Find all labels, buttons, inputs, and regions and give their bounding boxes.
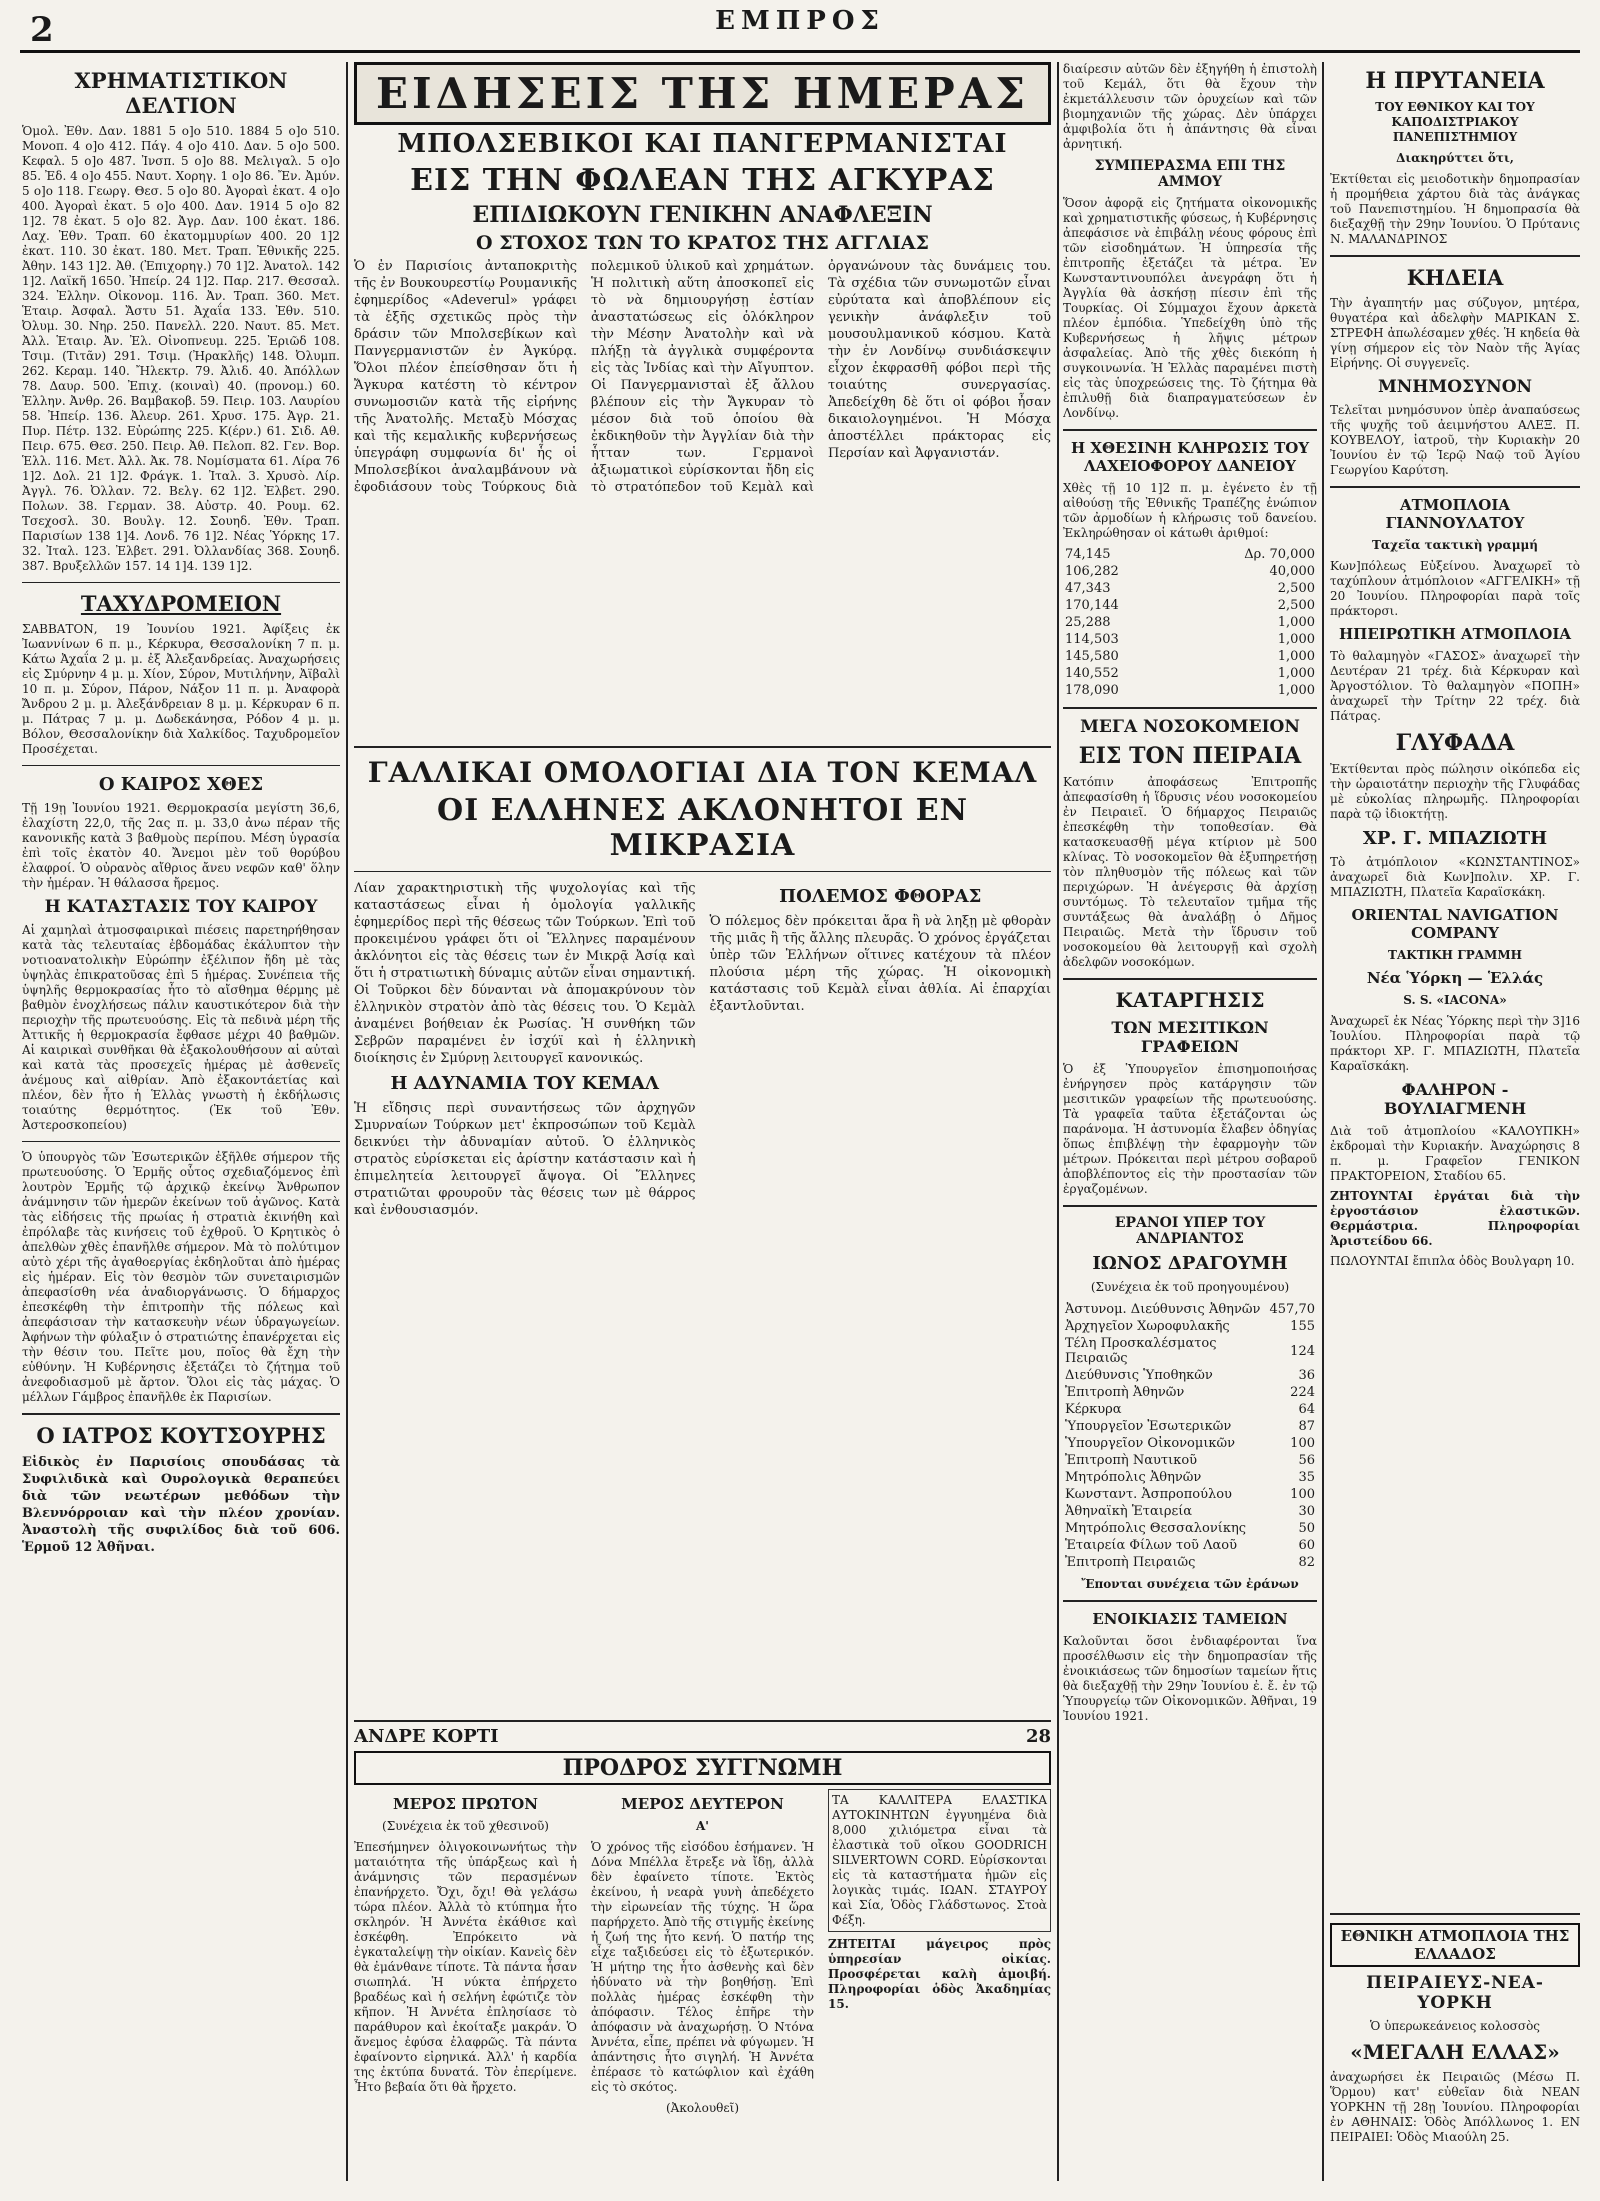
memorial-text: Τελεῖται μνημόσυνον ὑπὲρ ἀναπαύσεως τῆς ψυχῆς τοῦ ἀειμνήστου ΑΛΕΞ. Π. ΚΟΥΒΕΛΟΥ, ἰατροῦ, τὴν Κυριακὴν 20 Ἰουνίου ἐν τῷ Ἱερῷ Ναῷ τοῦ Ἁγίου Γεωργίου Καρύτση. [1330, 403, 1580, 477]
novel-part1: ΜΕΡΟΣ ΠΡΩΤΟΝ [393, 1795, 538, 1813]
glyfada-title: ΓΛΥΦΑΔΑ [1395, 730, 1515, 756]
row-label: Ἀστυνομ. Διεύθυνσις Ἀθηνῶν [1065, 1302, 1261, 1317]
row-label: Ὑπουργεῖον Ἐσωτερικῶν [1065, 1419, 1232, 1434]
serial-novel [354, 1720, 1051, 2182]
row-label: Μητρόπολις Ἀθηνῶν [1065, 1470, 1202, 1485]
baziotis-text: Τὸ ἀτμόπλοιον «ΚΩΝΣΤΑΝΤΙΝΟΣ» ἀναχωρεῖ διὰ Κων]πολιν. ΧΡ. Γ. ΜΠΑΖΙΩΤΗ, Πλατεῖα Καραϊσκάκη. [1330, 855, 1580, 899]
headline-ankara: ΕΙΣ ΤΗΝ ΦΩΛΕΑΝ ΤΗΣ ΑΓΚΥΡΑΣ [410, 163, 995, 198]
row-label: 106,282 [1065, 564, 1119, 579]
row-label: Ἐπιτροπὴ Ἀθηνῶν [1065, 1385, 1185, 1400]
row-label: Ἀθηναϊκὴ Ἑταιρεία [1065, 1504, 1193, 1519]
national-text: ἀναχωρήσει ἐκ Πειραιῶς (Μέσω Π. Ὅρμου) κατ' εὐθεῖαν διὰ ΝΕΑΝ ΥΟΡΚΗΝ τῇ 28ῃ Ἰουνίου. Πληροφορίαι ἐν ΑΘΗΝΑΙΣ: Ὁδὸς Ἀπόλλωνος 1. ΕΝ ΠΕΙΡΑΙΕΙ: Ὁδὸς Μιαούλη 25. [1330, 2070, 1580, 2144]
column-market [22, 62, 340, 2182]
headline-bolsheviks: ΜΠΟΛΣΕΒΙΚΟΙ ΚΑΙ ΠΑΝΓΕΡΜΑΝΙΣΤΑΙ [397, 129, 1008, 159]
misc-news-text: Ὁ ὑπουργὸς τῶν Ἐσωτερικῶν ἐξῆλθε σήμερον τῆς πρωτευούσης. Ὁ Ἐρμῆς οὗτος σχεδιαζόμενος ἐπὶ λουτρὸν Ἐρμῆς τῷ ἀρχικῷ ἐκείνῳ Ἄνθρωπον ἀνάμνησιν τῶν ἡμερῶν ἐκείνων τοῦ ἀγῶνος. Κατὰ τὰς εἰδήσεις τῆς πρωίας ἡ στρατιὰ ἐκινήθη καὶ ἐπρόλαβε τὰς κινήσεις τοῦ ἐχθροῦ. Ὁ Κρητικὸς ὁ ἀπελθὼν χθὲς ἐπανῆλθε σήμερον. Μὰ τὸ πολύτιμον αὐτὸ χέρι τῆς ἀγαθοεργίας ἐκδηλοῦται ἀπὸ ἡμέρας εἰς ἡμέραν. Εἰς τὸν θεσμὸν τῶν συνεταιρισμῶν ἀπεφασίσθη νέα ἀναδιοργάνωσις. Ὁ δήμαρχος ἐπεσκέφθη τὴν ἐπιτροπὴν τῆς πόλεως καὶ ἀπεφάσισαν τὴν κατασκευὴν νέων ὑδραγωγείων. Ἀφήνων τὴν φύλαξιν ὁ στρατιώτης ἐπανέρχεται εἰς τὴν θέσιν του. Πεῖτε μου, ποῖος θὰ ἔχη τὴν εὐθύνην. Ἡ Κυβέρνησις ἐξετάζει τὸ ζήτημα τοῦ ἀνεφοδιασμοῦ μὲ ἄρτον. Ὅλοι εἰς τὰς μάχας. Ὁ μέλλων Γάμβρος ἐπανῆλθε ἐκ Παρισίων. [22, 1150, 340, 1404]
row-amount: 1,000 [1277, 649, 1315, 664]
divider [22, 582, 340, 583]
row-label: 74,145 [1065, 547, 1111, 562]
offices-text: Ὁ ἐξ Ὑπουργεῖον ἐπισημοποιήσας ἐνήργησεν πρὸς κατάργησιν τῶν μεσιτικῶν γραφείων τῆς πρωτευούσης. Τὰ γραφεῖα ταῦτα ἐξετάζονται ὡς παράνομα. Ἡ ἀστυνομία ἔλαβεν ὁδηγίας ὅπως ἐπιβλέψῃ τὴν ἐφαρμογὴν τῶν μέτρων. Πρόκειται περὶ μέτρου σοβαροῦ ἀποβλέποντος εἰς τὴν προστασίαν τῶν ἐργαζομένων. [1063, 1062, 1317, 1196]
row-label: 47,343 [1065, 581, 1111, 596]
table-row [1063, 648, 1317, 665]
doctor-title: Ο ΙΑΤΡΟΣ ΚΟΥΤΣΟΥΡΗΣ [36, 1423, 326, 1448]
table-row [1063, 682, 1317, 699]
table-row [1063, 1401, 1317, 1418]
column-rule [1322, 62, 1324, 2181]
novel-author: ΑΝΔΡΕ ΚΟΡΤΙ [354, 1726, 499, 1747]
headline-greeks: ΟΙ ΕΛΛΗΝΕΣ ΑΚΛΟΝΗΤΟΙ ΕΝ ΜΙΚΡΑΣΙΑ [436, 793, 969, 863]
hospital-title: ΜΕΓΑ ΝΟΣΟΚΟΜΕΙΟΝ [1080, 717, 1300, 737]
national-ship: «ΜΕΓΑΛΗ ΕΛΛΑΣ» [1350, 2040, 1560, 2064]
national-route: ΠΕΙΡΑΙΕΥΣ-ΝΕΑ-ΥΟΡΚΗ [1366, 1973, 1544, 2013]
row-label: Ὑπουργεῖον Οἰκονομικῶν [1065, 1436, 1236, 1451]
ship2-text: Τὸ θαλαμηγὸν «ΓΑΣΟΣ» ἀναχωρεῖ τὴν Δευτέραν 21 τρέχ. διὰ Κέρκυραν καὶ Ἀργοστόλιον. Τὸ θαλαμηγὸν «ΠΟΠΗ» ἀναχωρεῖ τὴν Τρίτην 22 τρέχ. διὰ Πάτρας. [1330, 649, 1580, 723]
table-row [1063, 614, 1317, 631]
row-amount: 40,000 [1269, 564, 1315, 579]
table-row [1063, 1301, 1317, 1318]
sand-text: Ὅσον ἀφορᾷ εἰς ζητήματα οἰκονομικῆς καὶ χρηματιστικῆς φύσεως, ἡ Κυβέρνησις ἀπεφάσισε νὰ ἐπιβάλῃ νέους φόρους ἐπὶ τῶν εἰσοδημάτων. Ἡ ὑπηρεσία τῆς ἐπιτροπῆς ἐξετάζει τὰ μέτρα. Ἐν Κωνσταντινουπόλει ἀνεγράφη ὅτι ἡ Ἀγγλία θὰ ἀσκήσῃ πίεσιν ἐπὶ τῆς Τουρκίας. Οἱ Σύμμαχοι ἔχουν ἀρκετὰ πλέον ἐμπόδια. Ὑπεδείχθη ὑπὸ τῆς Κυβερνήσεως ἡ λῆψις μέτρων ἀσφαλείας. Ἀπὸ τῆς χθὲς διεκόπη ἡ συγκοινωνία. Ἡ Ἑλλὰς παραμένει πιστὴ εἰς τὰς ὑποχρεώσεις της. Τὸ ζήτημα θὰ ἐπιλυθῇ διὰ διαπραγματεύσεων ἐν Λονδίνῳ. [1063, 196, 1317, 420]
oriental-title: ORIENTAL NAVIGATION COMPANY [1351, 906, 1559, 942]
row-label: 140,552 [1065, 666, 1119, 681]
row-amount: 1,000 [1277, 666, 1315, 681]
row-amount: 82 [1298, 1555, 1315, 1570]
weather-title: Ο ΚΑΙΡΟΣ ΧΘΕΣ [98, 774, 264, 795]
memorial-title: ΜΝΗΜΟΣΥΝΟΝ [1377, 377, 1533, 397]
column-rule [1057, 62, 1059, 2181]
row-amount: 36 [1298, 1368, 1315, 1383]
baziotis-title: ΧΡ. Γ. ΜΠΑΖΙΩΤΗ [1362, 828, 1548, 849]
row-label: 145,580 [1065, 649, 1119, 664]
divider [22, 1413, 340, 1415]
table-row [1063, 1486, 1317, 1503]
faliro-title: ΦΑΛΗΡΟΝ - ΒΟΥΛΙΑΓΜΕΝΗ [1383, 1080, 1527, 1118]
ship1-text: Κων]πόλεως Εὐξείνου. Ἀναχωρεῖ τὸ ταχύπλουν ἀτμόπλοιον «ΑΓΓΕΛΙΚΗ» τῇ 20 Ἰουνίου. Πληροφορίαι παρὰ τοῖς πράκτορσι. [1330, 559, 1580, 618]
header-rule [20, 50, 1580, 53]
novel-part1-sub: (Συνέχεια ἐκ τοῦ χθεσινοῦ) [382, 1819, 549, 1833]
article-french-block [354, 880, 1051, 1224]
headline-target: Ο ΣΤΟΧΟΣ ΤΩΝ ΤΟ ΚΡΑΤΟΣ ΤΗΣ ΑΓΓΛΙΑΣ [476, 232, 929, 254]
novel-text-1: Ἐπεσήμηνεν ὀλιγοκοινωνήτως τὴν ματαιότητα τῆς ὑπάρξεως καὶ ἡ ἀνάμνησις τῶν περασμένων ἐπανήρχετο. Ὄχι, ὄχι! Θὰ γελάσω τώρα πλέον. Ἀλλὰ τὸ κτύπημα ἦτο σκληρόν. Ἡ Ἀννέτα ἐκάθισε καὶ ἐσκέφθη. Ἐπρόκειτο νὰ ἐγκαταλείψῃ τὴν οἰκίαν. Κανεὶς δὲν θὰ ἐμάνθανε τίποτε. Τὰ πάντα ἦσαν σιωπηλά. Ἡ νύκτα ἐπήρχετο βραδέως καὶ ἡ σελήνη ἐφώτιζε τὸν κῆπον. Ἡ Ἀννέτα ἐπλησίασε τὸ παράθυρον καὶ ἐκοίταξε μακράν. Ὁ ἄνεμος ἐφύσα ἐλαφρῶς. Τὰ πάντα ἐφαίνοντο εἰρηνικά. Ἀλλ' ἡ καρδία της ἐκτύπα δυνατά. Τὸν ἐπερίμενε. Ἦτο βεβαία ὅτι θὰ ἤρχετο. [354, 1840, 577, 2094]
divider [1063, 978, 1317, 980]
hospital-title-2: ΕΙΣ ΤΟΝ ΠΕΙΡΑΙΑ [1078, 743, 1302, 769]
divider [22, 1141, 340, 1142]
forecast-title: Η ΚΑΤΑΣΤΑΣΙΣ ΤΟΥ ΚΑΙΡΟΥ [44, 897, 318, 917]
prytaneia-label: Διακηρύττει ὅτι, [1396, 151, 1514, 165]
mail-title: ΤΑΧΥΔΡΟΜΕΙΟΝ [80, 591, 282, 616]
novel-part2: ΜΕΡΟΣ ΔΕΥΤΕΡΟΝ [621, 1795, 784, 1813]
intro-text: διαίρεσιν αὐτῶν δὲν ἐξηγήθη ἡ ἐπιστολὴ τοῦ Κεμάλ, ὅτι θὰ ἔχουν τὴν ἐκμετάλλευσιν τῶν ὀρυχείων καὶ τῶν βιομηχανιῶν τῆς χώρας. Δὲν ὑπάρχει ἀμφιβολία ὅτι ἡ ἀπάντησις θὰ εἶναι ἀρνητική. [1063, 62, 1317, 151]
rent-title: ΕΝΟΙΚΙΑΣΙΣ ΤΑΜΕΙΩΝ [1092, 1610, 1288, 1628]
table-row [1063, 1367, 1317, 1384]
novel-text-2: Ὁ χρόνος τῆς εἰσόδου ἐσήμανεν. Ἡ Δόνα Μπέλλα ἔτρεξε νὰ ἴδῃ, ἀλλὰ δὲν ἐφαίνετο τίποτε. Ἐκτὸς ἐκείνου, ἡ νεαρὰ γυνὴ ἀπεδέχετο τὴν εἰρωνείαν τῆς τύχης. Ἡ ὥρα παρήρχετο. Ἀπὸ τῆς στιγμῆς ἐκείνης ἡ ζωή της ἦτο κενή. Ὁ πατήρ της εἶχε ταξιδεύσει εἰς τὸ ἐξωτερικόν. Ἡ μήτηρ της ἦτο ἀσθενὴς καὶ δὲν ἠδύνατο νὰ τὴν βοηθήσῃ. Ἐπὶ πολλὰς ἡμέρας ἐσκέφθη τὴν ἀπόφασιν. Τέλος ἐπῆρε τὴν ἀπόφασιν νὰ ἀναχωρήσῃ. Ὁ Ντόνα Ἀννέτα, εἶπε, πρέπει νὰ φύγωμεν. Ἡ ἀπάντησις ἦτο σιγηλή. Ἡ Ἀννέτα ἐπέρασε τὸ κατώφλιον καὶ ἐχάθη εἰς τὸ σκότος. [591, 1840, 814, 2094]
table-row [1063, 597, 1317, 614]
article-ankara: Ὁ ἐν Παρισίοις ἀνταποκριτὴς τῆς ἐν Βουκουρεστίῳ Ρουμανικῆς ἐφημερίδος «Adeverul» γράφει τὰ ἑξῆς σχετικῶς πρὸς τὴν δράσιν τῶν Μπολσεβίκων καὶ Πανγερμανιστῶν ἐν Ἀγκύρᾳ. Ὅλοι πλέον ἐπείσθησαν ὅτι ἡ Ἄγκυρα κατέστη τὸ κέντρον συνωμοσιῶν κατὰ τῆς εἰρήνης τῆς Ἀνατολῆς. Μεταξὺ Μόσχας καὶ τῆς κεμαλικῆς κυβερνήσεως ὑπεγράφη συμφωνία δι' ἧς οἱ Μπολσεβίκοι ἀναλαμβάνουν νὰ ἐφοδιάσουν τοὺς Τούρκους διὰ πολεμικοῦ ὑλικοῦ καὶ χρημάτων. Ἡ πολιτικὴ αὕτη ἀποσκοπεῖ εἰς τὸ νὰ δημιουργήσῃ ἑστίαν ἀναστατώσεως εἰς ὁλόκληρον τὴν Μέσην Ἀνατολὴν καὶ νὰ πλήξῃ τὰ ἀγγλικὰ συμφέροντα εἰς τὰς Ἰνδίας καὶ τὴν Αἴγυπτον. Οἱ Πανγερμανισταὶ ἐξ ἄλλου βλέπουν εἰς τὴν Ἄγκυραν τὸ μέσον διὰ τοῦ ὁποίου θὰ ἐκδικηθοῦν τὴν Ἀγγλίαν διὰ τὴν ἧτταν των. Γερμανοὶ ἀξιωματικοὶ εὑρίσκονται ἤδη εἰς τὸ στρατόπεδον τοῦ Κεμὰλ καὶ ὀργανώνουν τὰς δυνάμεις του. Τὰ σχέδια τῶν συνωμοτῶν εἶναι εὐρύτατα καὶ ἀποβλέπουν εἰς γενικὴν ἀνάφλεξιν τοῦ μουσουλμανικοῦ κόσμου. Κατὰ τὴν ἐν Λονδίνῳ συνδιάσκεψιν εἶχον ἐκφρασθῆ φόβοι περὶ τῆς τοιαύτης συνεργασίας. Ἀπεδείχθη δὲ ὅτι οἱ φόβοι ἦσαν δικαιολογημένοι. Ἡ Μόσχα ἀποστέλλει πράκτορας εἰς Περσίαν καὶ Ἀφγανιστάν. [354, 259, 1051, 495]
oriental-route: Νέα Ὑόρκη — Ἑλλάς [1366, 969, 1544, 987]
fund-title: ΕΡΑΝΟΙ ΥΠΕΡ ΤΟΥ ΑΝΔΡΙΑΝΤΟΣ [1114, 1215, 1266, 1247]
forecast-text: Αἱ χαμηλαὶ ἀτμοσφαιρικαὶ πιέσεις παρετηρήθησαν κατὰ τὰς τελευταίας ἐβδομάδας ἐκάλυπτον τὴν νοτιοανατολικὴν Εὐρώπην ἐξέλιπον ἤδη μὲ τὰς ὑψηλὰς ἐπικρατοῦσας ἐπὶ 5 ἡμέρας. Συνέπεια τῆς ὑψηλῆς θερμοκρασίας ἦτο τὸ αἴσθημα θέρμης μὲ βαθμὸν ἐνοχλήσεως πάλιν καυστικότερον διὰ τὴν περιοχὴν τῆς πρωτευούσης. Εἰς τὰ πεδινὰ μέρη τῆς Ἀττικῆς ἡ θερμοκρασία ἔφθασε μέχρι 40 βαθμῶν. Αἱ καιρικαὶ συνθῆκαι θὰ ἐξακολουθήσουν αἱ αὐταὶ καὶ κατὰ τὰς προσεχεῖς ἡμέρας μὲ ἀσθενεῖς ἀνέμους καὶ αἰθρίαν. Ἀπὸ ἐξακοντάετίας καὶ πλέον, δὲν ἦτο ἡ Ἑλλὰς γνωστὴ ἡ ἐκδήλωσις τοιαύτης θερμότητος. (Ἐκ τοῦ Ἐθν. Ἀστεροσκοπείου) [22, 923, 340, 1132]
row-amount: 87 [1298, 1419, 1315, 1434]
headline-french: ΓΑΛΛΙΚΑΙ ΟΜΟΛΟΓΙΑΙ ΔΙΑ ΤΟΝ ΚΕΜΑΛ [367, 756, 1038, 789]
funeral-text: Τὴν ἀγαπητήν μας σύζυγον, μητέρα, θυγατέρα καὶ ἀδελφὴν ΜΑΡΙΚΑΝ Σ. ΣΤΡΕΦΗ ἀπωλέσαμεν χθές. Ἡ κηδεία θὰ γίνῃ σήμερον εἰς τὸν Ναὸν τῆς Ἁγίας Εἰρήνης. Οἱ συγγενεῖς. [1330, 296, 1580, 370]
fund-footer: Ἔπονται συνέχεια τῶν ἐράνων [1081, 1577, 1299, 1591]
prytaneia-title: Η ΠΡΥΤΑΝΕΙΑ [1365, 68, 1545, 94]
divider [22, 765, 340, 766]
divider [1063, 1600, 1317, 1602]
table-row [1063, 1318, 1317, 1335]
novel-body [354, 1789, 1051, 2122]
divider [354, 746, 1051, 748]
column-ads [1330, 62, 1580, 2182]
wanted-ad: ΖΗΤΕΙΤΑΙ μάγειρος πρὸς ὑπηρεσίαν οἰκίας. Προσφέρεται καλὴ ἀμοιβή. Πληροφορίαι ὁδὸς Ἀκαδημίας 15. [828, 1937, 1051, 2011]
row-label: 25,288 [1065, 615, 1111, 630]
row-amount: 60 [1298, 1538, 1315, 1553]
mail-text: ΣΑΒΒΑΤΟΝ, 19 Ἰουνίου 1921. Ἀφίξεις ἐκ Ἰωαννίνων 6 π. μ., Κέρκυρα, Θεσσαλονίκη 7 π. μ. Κάτω Ἀχαΐα 2 μ. μ. ἐξ Ἀλεξανδρείας. Ἀναχωρήσεις εἰς Σμύρνην 4 μ. μ. Χίον, Σύρον, Μυτιλήνην, Ἀϊβαλὶ 10 π. μ. Σύρον, Πάρον, Νάξον 11 π. μ. Ἀναφορὰ Ἄνδρου 2 μ. μ. Ἀλεξάνδρειαν 8 μ. μ. Κέρκυραν 6 π. μ. Πάτρας 7 μ. μ. Δωδεκάνησα, Ρόδον 4 μ. μ. Βόλον, Θεσσαλονίκην διὰ Χαλκίδος. Ταχυδρομεῖον Προσέχεται. [22, 622, 340, 756]
hospital-text: Κατόπιν ἀποφάσεως Ἐπιτροπῆς ἀπεφασίσθη ἡ ἵδρυσις νέου νοσοκομείου ἐν Πειραιεῖ. Ὁ δήμαρχος Πειραιῶς ἐπεσκέφθη τὴν τοποθεσίαν. Θὰ κατασκευασθῇ μέγα κτίριον μὲ 500 κλίνας. Τὸ νοσοκομεῖον θὰ ἐξυπηρετήσῃ τὸν πληθυσμὸν τῆς πόλεως καὶ τῶν περιχώρων. Ἡ ἀνέγερσις θὰ ἀρχίσῃ συντόμως. Τὸ τελευταῖον τμῆμα τῆς συντάξεως θὰ ἀναλάβῃ ὁ Δῆμος Πειραιῶς. Μετὰ τὴν ἵδρυσιν τοῦ νοσοκομείου θὰ λειτουργῇ καὶ σχολὴ ἀδελφῶν νοσοκόμων. [1063, 775, 1317, 969]
row-amount: 100 [1290, 1487, 1315, 1502]
row-label: Μητρόπολις Θεσσαλονίκης [1065, 1521, 1247, 1536]
novel-footer: (Ἀκολουθεῖ) [665, 2101, 740, 2115]
offices-title-2: ΤΩΝ ΜΕΣΙΤΙΚΩΝ ΓΡΑΦΕΙΩΝ [1111, 1018, 1269, 1056]
national-subtitle: Ὁ ὑπερωκεάνειος κολοσσὸς [1369, 2019, 1541, 2033]
article-war: Ὁ πόλεμος δὲν πρόκειται ἄρα ἢ νὰ ληξῃ μὲ φθορὰν τῆς μιᾶς ἢ τῆς ἄλλης πλευρᾶς. Ὁ χρόνος ἐργάζεται ὑπὲρ τῶν Ἑλλήνων οἵτινες κατέχουν τὰ πλέον πλούσια μέρη τῆς χώρας. Ἡ οἰκονομικὴ κατάστασις τοῦ Κεμὰλ εἶναι ἀθλία. Αἱ ἐπαρχίαι ἐξαντλοῦνται. [709, 914, 1051, 1014]
column-rule [346, 62, 348, 2181]
ship1-subtitle: Ταχεῖα τακτικὴ γραμμή [1371, 538, 1539, 552]
doctor-text: Εἰδικὸς ἐν Παρισίοις σπουδάσας τὰ Συφιλιδικὰ καὶ Ουρολογικὰ θεραπεύει διὰ τῶν νεωτέρων μεθόδων τὴν Βλεννόρροιαν καὶ τὴν πλέον χρονίαν. Ἀναστολὴ τῆς συφιλίδος διὰ τοῦ 606. Ἑρμοῦ 12 Ἀθῆναι. [22, 1455, 340, 1555]
loan-table [1063, 546, 1317, 699]
row-label: Ἐπιτροπὴ Ναυτικοῦ [1065, 1453, 1198, 1468]
market-title: ΧΡΗΜΑΤΙΣΤΙΚΟΝ ΔΕΛΤΙΟΝ [74, 68, 288, 118]
national-title: ΕΘΝΙΚΗ ΑΤΜΟΠΛΟΙΑ ΤΗΣ ΕΛΛΑΔΟΣ [1330, 1923, 1580, 1967]
loan-text: Χθὲς τῇ 10 1]2 π. μ. ἐγένετο ἐν τῇ αἰθούσῃ τῆς Ἐθνικῆς Τραπέζης ἐνώπιον τῶν ἀρμοδίων ἡ κλήρωσις τοῦ δανείου. Ἐκληρώθησαν οἱ κάτωθι ἀριθμοί: [1063, 481, 1317, 540]
row-amount: 2,500 [1277, 598, 1315, 613]
row-amount: 64 [1298, 1402, 1315, 1417]
table-row [1063, 631, 1317, 648]
row-label: Τέλη Προσκαλέσματος Πειραιῶς [1065, 1336, 1217, 1366]
table-row [1063, 1469, 1317, 1486]
row-amount: 56 [1298, 1453, 1315, 1468]
subhead-war: ΠΟΛΕΜΟΣ ΦΘΟΡΑΣ [779, 886, 982, 907]
divider [1063, 707, 1317, 709]
oriental-ship: S. S. «IACONA» [1403, 993, 1507, 1007]
divider [1063, 1205, 1317, 1207]
row-amount: 457,70 [1269, 1302, 1315, 1317]
divider [1330, 486, 1580, 488]
ship1-title: ΑΤΜΟΠΛΟΙΑ ΓΙΑΝΝΟΥΛΑΤΟΥ [1385, 496, 1525, 532]
oriental-subtitle: ΤΑΚΤΙΚΗ ΓΡΑΜΜΗ [1388, 948, 1522, 962]
row-amount: 224 [1290, 1385, 1315, 1400]
glyfada-text: Ἐκτίθενται πρὸς πώλησιν οἰκόπεδα εἰς τὴν ὡραιοτάτην περιοχὴν τῆς Γλυφάδας μὲ εὐκολίας πληρωμῆς. Πληροφορίαι παρὰ τῷ ἰδιοκτήτῃ. [1330, 762, 1580, 821]
subhead-weakness: Η ΑΔΥΝΑΜΙΑ ΤΟΥ ΚΕΜΑΛ [390, 1073, 659, 1094]
fund-subtitle: (Συνέχεια ἐκ τοῦ προηγουμένου) [1090, 1280, 1290, 1294]
page-header [0, 0, 1600, 58]
table-row [1063, 1503, 1317, 1520]
row-amount: 1,000 [1277, 632, 1315, 647]
novel-title: ΠΡΟΔΡΟΣ ΣΥΓΓΝΩΜΗ [354, 1751, 1051, 1785]
row-label: Ἑταιρεία Φίλων τοῦ Λαοῦ [1065, 1538, 1237, 1553]
headline-conflagration: ΕΠΙΔΙΩΚΟΥΝ ΓΕΝΙΚΗΝ ΑΝΑΦΛΕΞΙΝ [472, 202, 933, 228]
page-number: 2 [30, 10, 54, 50]
fund-title-2: ΙΩΝΟΣ ΔΡΑΓΟΥΜΗ [1092, 1253, 1288, 1274]
news-banner: ΕΙΔΗΣΕΙΣ ΤΗΣ ΗΜΕΡΑΣ [354, 62, 1051, 125]
table-row [1063, 1537, 1317, 1554]
row-amount: 50 [1298, 1521, 1315, 1536]
row-amount: 2,500 [1277, 581, 1315, 596]
fund-table [1063, 1301, 1317, 1571]
novel-number: 28 [1025, 1726, 1051, 1747]
table-row [1063, 1435, 1317, 1452]
table-row [1063, 580, 1317, 597]
article-weakness: Ἡ εἴδησις περὶ συναντήσεως τῶν ἀρχηγῶν Σμυρναίων Τούρκων μετ' ἐκπροσώπων τοῦ Κεμὰλ δεικνύει τὴν ἀδυναμίαν αὐτοῦ. Ὁ ἑλληνικὸς στρατὸς εὑρίσκεται εἰς ἀρίστην κατάστασιν καὶ ἡ ἐπιμελητεία λειτουργεῖ ἄψογα. Οἱ Ἕλληνες στρατιῶται φρουροῦν τὰς θέσεις των μὲ θάρρος καὶ ἐνθουσιασμόν. [354, 1101, 696, 1218]
funeral-title: ΚΗΔΕΙΑ [1406, 265, 1504, 290]
divider [1063, 429, 1317, 431]
row-amount: 35 [1298, 1470, 1315, 1485]
market-text: Ὁμολ. Ἐθν. Δαν. 1881 5 ο]ο 510. 1884 5 ο]ο 510. Μονοπ. 4 ο]ο 412. Πάγ. 4 ο]ο 410. Δαν. 5 ο]ο 500. Κεφαλ. 5 ο]ο 487. Ἰνσπ. 5 ο]ο 88. Μελιγαλ. 5 ο]ο 85. Ἐδ. 4 ο]ο 455. Ναυτ. Χορηγ. 1 ο]ο 86. Ἔν. Ἀμύν. 5 ο]ο 118. Γεωργ. Θεσ. 5 ο]ο 80. Ἀγοραὶ ἐκατ. 4 ο]ο 400. Ἀγοραὶ ἐκατ. 5 ο]ο 400. Δαν. 1914 5 ο]ο 82 1]2. 78 ἐκατ. 5 ο]ο 82. Ἀγρ. Δαν. 100 ἐκατ. 186. Λαχ. Ἐθν. Τραπ. 60 ἐκατομμυρίων 400. 20 1]2 ἐκατ. 110. 30 ἐκατ. 180. Μετ. Τραπ. Ἐθνικῆς 225. Ἀθην. 143 1]2. Ἀθ. (Ἐπιχορηγ.) 70 1]2. Ἀνατολ. 142 1]2. Λαϊκῆ 1650. Ἠπείρ. 24 1]2. Παρ. 217. Θεσσαλ. 324. Ἐλλην. Οἰκονομ. 116. Ἀν. Τραπ. 360. Μετ. Ἑταιρ. Ἀσφαλ. Ἄστυ 51. Ἀχαΐα 133. Ἐθν. 510. Ὀλυμ. 30. Νηρ. 250. Πανελλ. 220. Ναυτ. 85. Μετ. Ἀλλ. Ἑταιρ. Ἀν. Ἐλ. Οἰνοπνευμ. 225. Ἐριῶδ 108. Τσιμ. (Τιτᾶν) 291. Τσιμ. (Ἠρακλῆς) 148. Ὀλυμπ. 262. Κεραμ. 140. Ἤλεκτρ. 79. Ἀλιδ. 40. Ἀπόλλων 78. Δαυρ. 500. Ἐπιχ. (κοιναὶ) 40. (προνομ.) 60. Ἐλλην. Ἀνθρ. 26. Βαμβακοβ. 59. Πειρ. 103. Λαυρίου 58. Ἠπείρ. 136. Ἀλευρ. 261. Χρυσ. 175. Ἀγρ. 21. Πυρ. Πέτρ. 132. Εὐρώπης 225. Κ(έρν.) 61. Σιδ. Αθ. Πειρ. 675. Θεσ. 250. Πειρ. Ἀθ. Πελοπ. 82. Γεν. Βορ. Ἑλλ. 116. Μετ. Ἀλλ. Ἀκ. 78. Νομίσματα 61. Λίρα 76 1]2. Δολ. 21 1]2. Φράγκ. 1. Ἰταλ. 3. Χρυσὸ. Λίρ. Ἀγγλ. 76. Ὀλλαν. 72. Βελγ. 62 1]2. Ἐλβετ. 290. Πολων. 38. Γερμαν. 38. Αὐστρ. 40. Ρουμ. 62. Τσεχοσλ. 30. Βουλγ. 12. Σουηδ. Ἐθν. Τραπ. Παρισίων 138 1]4. Λονδ. 76 1]2. Νέας Ὑόρκης 17. 32. Ἰταλ. 123. Ἐλβετ. 291. Ὀλλανδίας 368. Σουηδ. 387. Βρυξελλῶν 157. 14 1]4. 139 1]2. [22, 124, 340, 573]
tires-ad: ΤΑ ΚΑΛΛΙΤΕΡΑ ΕΛΑΣΤΙΚΑ ΑΥΤΟΚΙΝΗΤΩΝ ἐγγυημένα διὰ 8,000 χιλιόμετρα εἶναι τὰ ἐλαστικὰ τοῦ οἴκου GOODRICH SILVERTOWN CORD. Εὑρίσκονται εἰς τὰ καταστήματα ἡμῶν εἰς λογικὰς τιμάς. ΙΩΑΝ. ΣΤΑΥΡΟΥ καὶ Σία, Ὁδὸς Γλάδστωνος. Στοὰ Φέξη. [828, 1789, 1051, 1932]
ship2-title: ΗΠΕΙΡΩΤΙΚΗ ΑΤΜΟΠΛΟΙΑ [1338, 625, 1572, 643]
sand-title: ΣΥΜΠΕΡΑΣΜΑ ΕΠΙ ΤΗΣ ΑΜΜΟΥ [1094, 158, 1286, 190]
row-amount: 30 [1298, 1504, 1315, 1519]
table-row [1063, 1418, 1317, 1435]
divider [1330, 255, 1580, 257]
divider [354, 871, 1051, 872]
novel-part2-sub: Α' [696, 1819, 709, 1833]
table-row [1063, 1554, 1317, 1571]
sale-text: ΠΩΛΟΥΝΤΑΙ ἔπιπλα ὁδὸς Βουλγαρη 10. [1330, 1254, 1575, 1268]
divider [1330, 1913, 1580, 1915]
prytaneia-subtitle: ΤΟΥ ΕΘΝΙΚΟΥ ΚΑΙ ΤΟΥ ΚΑΠΟΔΙΣΤΡΙΑΚΟΥ ΠΑΝΕΠΙΣΤΗΜΙΟΥ [1375, 100, 1535, 144]
weather-text: Τῇ 19ῃ Ἰουνίου 1921. Θερμοκρασία μεγίστη 36,6, ἐλαχίστη 22,0, τῆς 2ας π. μ. 33,0 ἀνω πέραν τῆς κανονικῆς κατὰ 3 βαθμοὺς περίπου. Μέση ὑγρασία ἐπὶ τοῖς ἑκατὸν 40. Ἄνεμοι μὲν τοῦ θορύβου ἐλαφροί. Ὁ οὐρανὸς αἴθριος ἄνευ νεφῶν καθ' ὅλην τὴν ἡμέραν. Ἡ θάλασσα ἤρεμος. [22, 801, 340, 890]
table-row [1063, 546, 1317, 563]
row-label: 170,144 [1065, 598, 1119, 613]
row-amount: 124 [1290, 1343, 1315, 1359]
column-center [1063, 62, 1317, 2182]
workers-text: ΖΗΤΟΥΝΤΑΙ ἐργάται διὰ τὴν ἐργοστάσιον ἐλαστικῶν. Θερμάστρια. Πληροφορίαι Ἀριστείδου 66. [1330, 1189, 1580, 1248]
row-amount: Δρ. 70,000 [1244, 547, 1315, 562]
masthead: ΕΜΠΡΟΣ [715, 6, 885, 36]
row-amount: 100 [1290, 1436, 1315, 1451]
row-label: Διεύθυνσις Ὑποθηκῶν [1065, 1368, 1213, 1383]
rent-text: Καλοῦνται ὅσοι ἐνδιαφέρονται ἵνα προσέλθωσιν εἰς τὴν δημοπρασίαν τῆς ἐνοικιάσεως τῶν δημοσίων ταμείων ἥτις θὰ διεξαχθῇ τὴν 29ην Ἰουνίου ἐ. ἔ. ἐν τῷ Ὑπουργείῳ τῶν Οἰκονομικῶν. Ἀθῆναι, 19 Ἰουνίου 1921. [1063, 1634, 1317, 1723]
offices-title: ΚΑΤΑΡΓΗΣΙΣ [1115, 988, 1265, 1012]
national-line-ad [1330, 1905, 1580, 2185]
row-label: Ἐπιτροπὴ Πειραιῶς [1065, 1555, 1196, 1570]
row-label: Κωνσταντ. Ἀσπροπούλου [1065, 1487, 1232, 1502]
table-row [1063, 1384, 1317, 1401]
prytaneia-text: Ἐκτίθεται εἰς μειοδοτικὴν δημοπρασίαν ἡ προμήθεια χάρτου διὰ τὰς ἀνάγκας τοῦ Πανεπιστημίου. Ἡ δημοπρασία θὰ διεξαχθῇ τὴν 29ην Ἰουνίου. Ὁ Πρύτανις Ν. ΜΑΛΑΝΔΡΙΝΟΣ [1330, 172, 1580, 246]
table-row [1063, 665, 1317, 682]
table-row [1063, 563, 1317, 580]
table-row [1063, 1335, 1317, 1367]
row-amount: 155 [1290, 1319, 1315, 1334]
article-french: Λίαν χαρακτηριστικὴ τῆς ψυχολογίας καὶ τῆς καταστάσεως εἶναι ἡ ὁμολογία γαλλικῆς ἐφημερίδος περὶ τῆς θέσεως τῶν Τούρκων. Ἐπὶ τοῦ προκειμένου γράφει ὅτι οἱ Ἕλληνες παραμένουν ἀκλόνητοι εἰς τὰς θέσεις των ἐν Μικρᾷ Ἀσίᾳ καὶ ὅτι ἡ στρατιωτικὴ δύναμις αὐτῶν εἶναι σημαντική. Οἱ Τοῦρκοι δὲν δύνανται νὰ ἀπομακρύνουν τὸν ἑλληνικὸν στρατὸν ἀπὸ τὰς θέσεις του. Ὁ Κεμὰλ ἀναμένει βοήθειαν ἐκ Ρωσίας. Ἡ συνθήκη τῶν Σεβρῶν παραμένει ἐν ἰσχύϊ καὶ ἡ ἑλληνικὴ διοίκησις ἐν Σμύρνῃ λειτουργεῖ κανονικώς. [354, 881, 696, 1066]
oriental-text: Ἀναχωρεῖ ἐκ Νέας Ὑόρκης περὶ τὴν 3]16 Ἰουλίου. Πληροφορίαι παρὰ τῷ πράκτορι ΧΡ. Γ. ΜΠΑΖΙΩΤΗ, Πλατεῖα Καραϊσκάκη. [1330, 1014, 1580, 1073]
row-label: 178,090 [1065, 683, 1119, 698]
row-label: Κέρκυρα [1065, 1402, 1122, 1417]
novel-header [354, 1726, 1051, 1747]
row-amount: 1,000 [1277, 683, 1315, 698]
row-amount: 1,000 [1277, 615, 1315, 630]
row-label: Ἀρχηγεῖον Χωροφυλακῆς [1065, 1319, 1230, 1334]
faliro-text: Διὰ τοῦ ἀτμοπλοίου «ΚΑΛΟΥΠΚΗ» ἐκδρομαὶ τὴν Κυριακήν. Ἀναχώρησις 8 π. μ. Γραφεῖον ΓΕΝΙΚΟΝ ΠΡΑΚΤΟΡΕΙΟΝ, Σταδίου 65. [1330, 1124, 1580, 1183]
row-label: 114,503 [1065, 632, 1119, 647]
table-row [1063, 1452, 1317, 1469]
loan-title: Η ΧΘΕΣΙΝΗ ΚΛΗΡΩΣΙΣ ΤΟΥ ΛΑΧΕΙΟΦΟΡΟΥ ΔΑΝΕΙΟΥ [1070, 439, 1310, 475]
table-row [1063, 1520, 1317, 1537]
